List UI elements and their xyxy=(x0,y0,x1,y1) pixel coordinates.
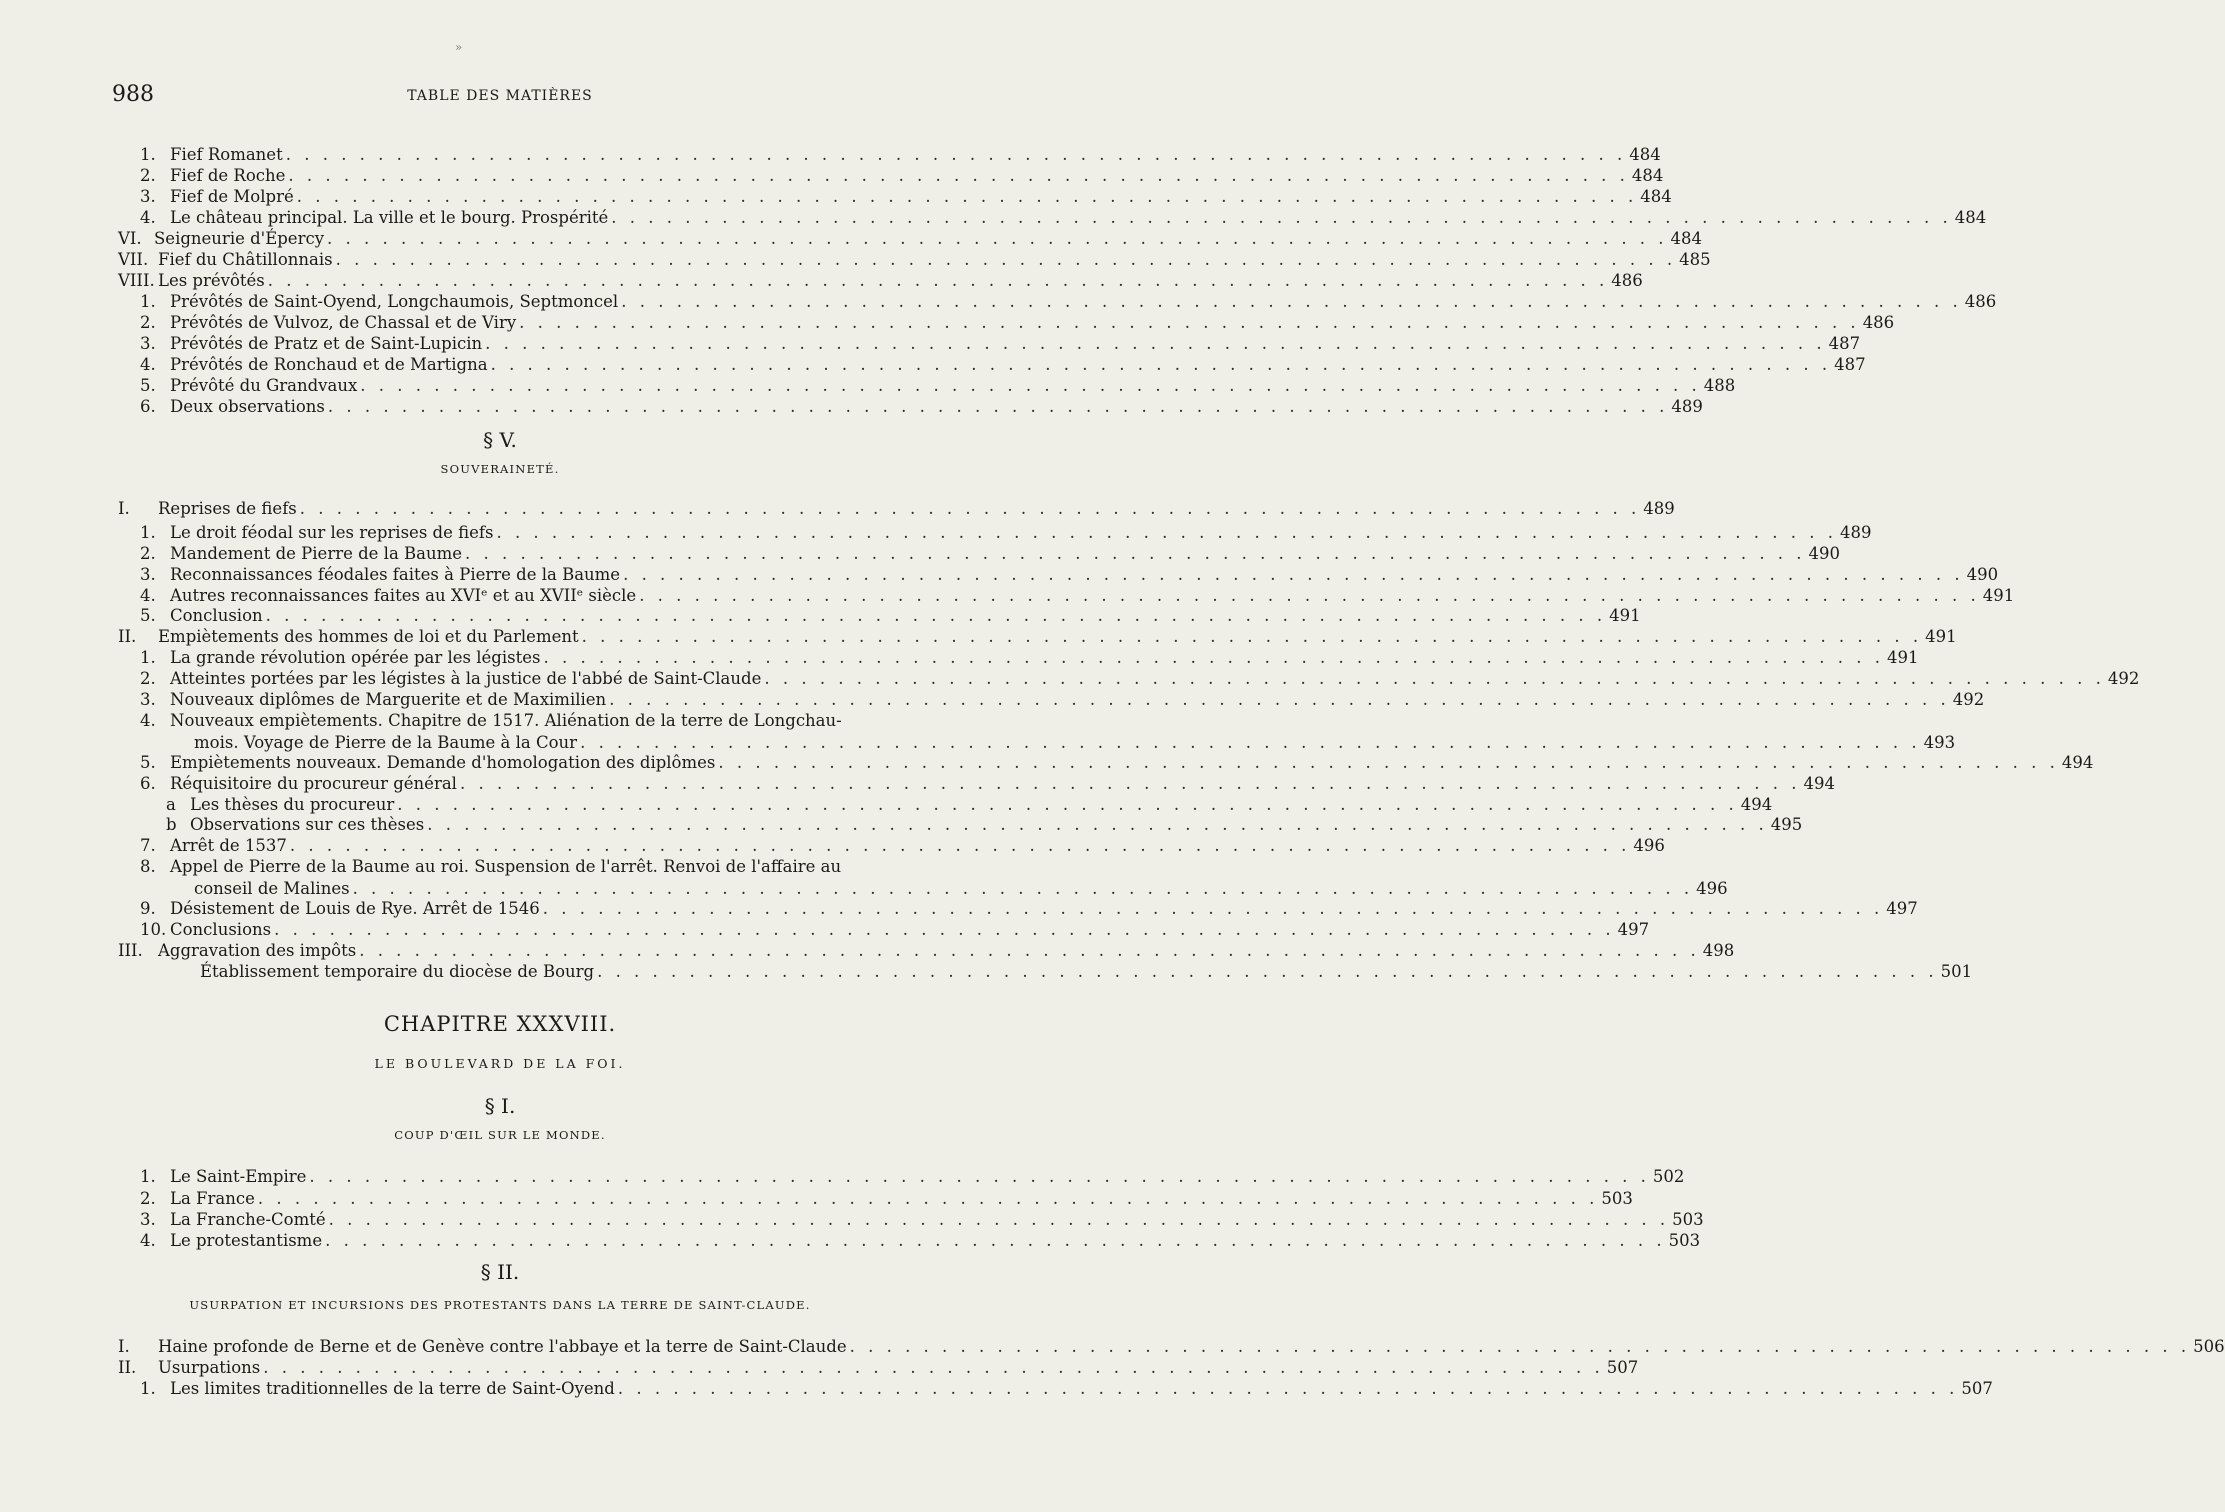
leader-dots: . . . . . . . . . . . . . . . . . . . . . . . . . . . . . . . . . . . . . . . . . . . . . . . . . . . . . . . . . . . . . . . . . . . . . . . . . xyxy=(274,920,1615,939)
leader-dots: . . . . . . . . . . . . . . . . . . . . . . . . . . . . . . . . . . . . . . . . . . . . . . . . . . . . . . . . . . . . . . . . . . . . . . . . . xyxy=(289,836,1631,855)
entry-page-number: 502 xyxy=(1652,1167,1685,1186)
leader-dots: . . . . . . . . . . . . . . . . . . . . . . . . . . . . . . . . . . . . . . . . . . . . . . . . . . . . . . . . . . . . . . . . . . . . . . . . . xyxy=(459,774,1801,793)
leader-dots: . . . . . . . . . . . . . . . . . . . . . . . . . . . . . . . . . . . . . . . . . . . . . . . . . . . . . . . . . . . . . . . . . . . . . . . . . xyxy=(611,208,1952,227)
entry-number: 4. xyxy=(140,586,156,605)
entry-title-line1: Appel de Pierre de la Baume au roi. Suspension de l'arrêt. Renvoi de l'affaire au xyxy=(170,857,842,876)
entry-number: 4. xyxy=(140,208,156,227)
entry-title: Prévôtés de Saint-Oyend, Longchaumois, Septmoncel xyxy=(170,292,619,311)
entry-page-number: 484 xyxy=(1670,229,1703,248)
entry-number: 5. xyxy=(140,753,156,772)
leader-dots: . . . . . . . . . . . . . . . . . . . . . . . . . . . . . . . . . . . . . . . . . . . . . . . . . . . . . . . . . . . . . . . . . . . . . . . . . xyxy=(263,1358,1604,1377)
leader-dots: . . . . . . . . . . . . . . . . . . . . . . . . . . . . . . . . . . . . . . . . . . . . . . . . . . . . . . . . . . . . . . . . . . . . . . . . . xyxy=(397,795,1738,814)
toc-entry xyxy=(140,898,1918,920)
entry-page-number: 503 xyxy=(1601,1189,1633,1208)
entry-page-number: 503 xyxy=(1672,1210,1704,1229)
entry-title: Reprises de fiefs xyxy=(158,499,297,518)
toc-entry xyxy=(140,689,1985,711)
entry-number: 5. xyxy=(140,376,156,395)
entry-page-number: 491 xyxy=(1886,648,1919,667)
toc-entry xyxy=(118,498,1675,520)
toc-entry xyxy=(140,919,1650,941)
leader-dots: . . . . . . . . . . . . . . . . . . . . . . . . . . . . . . . . . . . . . . . . . . . . . . . . . . . . . . . . . . . . . . . . . . . . . . . . . xyxy=(327,229,1668,248)
entry-number: 1. xyxy=(140,145,156,164)
leader-dots: . . . . . . . . . . . . . . . . . . . . . . . . . . . . . . . . . . . . . . . . . . . . . . . . . . . . . . . . . . . . . . . . . . . . . . . . . xyxy=(597,962,1938,981)
leader-dots: . . . . . . . . . . . . . . . . . . . . . . . . . . . . . . . . . . . . . . . . . . . . . . . . . . . . . . . . . . . . . . . . . . . . . . . . . xyxy=(427,815,1768,834)
entry-number: 3. xyxy=(140,565,156,584)
toc-entry xyxy=(140,961,1973,983)
toc-entry-multiline xyxy=(140,856,1728,900)
toc-entry xyxy=(166,814,1803,836)
entry-number: II. xyxy=(118,627,137,646)
entry-page-number: 491 xyxy=(1925,627,1957,646)
entry-page-number: 498 xyxy=(1702,941,1735,960)
leader-dots: . . . . . . . . . . . . . . . . . . . . . . . . . . . . . . . . . . . . . . . . . . . . . . . . . . . . . . . . . . . . . . . . . . . . . . . . . xyxy=(296,187,1638,206)
entry-title: Empiètements nouveaux. Demande d'homologation des diplômes xyxy=(170,753,716,772)
entry-title: Arrêt de 1537 xyxy=(170,836,287,855)
leader-dots: . . . . . . . . . . . . . . . . . . . . . . . . . . . . . . . . . . . . . . . . . . . . . . . . . . . . . . . . . . . . . . . . . . . . . . . . . xyxy=(465,544,1806,563)
entry-title-line2: mois. Voyage de Pierre de la Baume à la Cour xyxy=(194,733,578,752)
entry-number: 2. xyxy=(140,669,156,688)
entry-title: La Franche-Comté xyxy=(170,1210,326,1229)
entry-title-line2: conseil de Malines xyxy=(194,879,350,898)
toc-entry xyxy=(140,186,1672,208)
toc-entry xyxy=(140,312,1895,334)
entry-title: La grande révolution opérée par les légistes xyxy=(170,648,541,667)
toc-entry xyxy=(140,835,1665,857)
entry-title: Empiètements des hommes de loi et du Parlement xyxy=(158,627,579,646)
entry-number: 9. xyxy=(140,899,156,918)
entry-page-number: 496 xyxy=(1696,879,1728,898)
entry-number: I. xyxy=(118,499,130,518)
entry-title: Seigneurie d'Épercy xyxy=(154,229,325,248)
entry-title: Prévôté du Grandvaux xyxy=(170,376,358,395)
entry-title: Atteintes portées par les légistes à la justice de l'abbé de Saint-Claude xyxy=(170,669,762,688)
entry-page-number: 490 xyxy=(1808,544,1841,563)
leader-dots: . . . . . . . . . . . . . . . . . . . . . . . . . . . . . . . . . . . . . . . . . . . . . . . . . . . . . . . . . . . . . . . . . . . . . . . . . xyxy=(328,1210,1670,1229)
toc-entry xyxy=(140,1209,1704,1231)
entry-title: Les prévôtés xyxy=(158,271,265,290)
entry-number: 8. xyxy=(140,857,156,876)
entry-title: Le droit féodal sur les reprises de fiefs xyxy=(170,523,494,542)
entry-title: Les limites traditionnelles de la terre de Saint-Oyend xyxy=(170,1379,615,1398)
toc-entry xyxy=(166,794,1773,816)
entry-title: Le château principal. La ville et le bourg. Prospérité xyxy=(170,208,609,227)
leader-dots: . . . . . . . . . . . . . . . . . . . . . . . . . . . . . . . . . . . . . . . . . . . . . . . . . . . . . . . . . . . . . . . . . . . . . . . . . xyxy=(543,648,1884,667)
entry-page-number: 485 xyxy=(1679,250,1711,269)
entry-page-number: 486 xyxy=(1862,313,1895,332)
entry-page-number: 490 xyxy=(1966,565,1999,584)
toc-entry xyxy=(140,585,2015,607)
toc-entry-multiline xyxy=(140,710,1956,754)
toc-entry xyxy=(140,354,1866,376)
entry-title: Réquisitoire du procureur général xyxy=(170,774,457,793)
entry-page-number: 484 xyxy=(1631,166,1664,185)
toc-entry xyxy=(140,1188,1633,1210)
running-title: TABLE DES MATIÈRES xyxy=(407,88,593,104)
entry-title: Conclusions xyxy=(170,920,272,939)
entry-title-line2-row xyxy=(194,732,1956,754)
entry-title: Fief du Châtillonnais xyxy=(158,250,333,269)
entry-page-number: 507 xyxy=(1606,1358,1639,1377)
entry-page-number: 495 xyxy=(1770,815,1803,834)
entry-number: 1. xyxy=(140,1167,156,1186)
chapter-title: CHAPITRE XXXVIII. xyxy=(383,1012,617,1036)
entry-number: III. xyxy=(118,941,143,960)
entry-title: Nouveaux diplômes de Marguerite et de Maximilien xyxy=(170,690,607,709)
leader-dots: . . . . . . . . . . . . . . . . . . . . . . . . . . . . . . . . . . . . . . . . . . . . . . . . . . . . . . . . . . . . . . . . . . . . . . . . . xyxy=(609,690,1950,709)
entry-title: Usurpations xyxy=(158,1358,261,1377)
entry-number: 6. xyxy=(140,397,156,416)
entry-page-number: 497 xyxy=(1617,920,1650,939)
page-header xyxy=(0,40,1000,122)
entry-number: 2. xyxy=(140,313,156,332)
toc-entry xyxy=(140,396,1703,418)
leader-dots: . . . . . . . . . . . . . . . . . . . . . . . . . . . . . . . . . . . . . . . . . . . . . . . . . . . . . . . . . . . . . . . . . . . . . . . . . xyxy=(288,166,1629,185)
toc-entry xyxy=(140,333,1861,355)
entry-title: Prévôtés de Ronchaud et de Martigna xyxy=(170,355,488,374)
toc-entry xyxy=(140,375,1736,397)
entry-number: 4. xyxy=(140,1231,156,1250)
entry-page-number: 488 xyxy=(1703,376,1736,395)
entry-title: Établissement temporaire du diocèse de Bourg xyxy=(200,962,595,981)
section-ii-mark: § II. xyxy=(480,1260,520,1284)
section-v-subtitle: SOUVERAINETÉ. xyxy=(440,462,560,476)
entry-title: Autres reconnaissances faites au XVIᵉ et au XVIIᵉ siècle xyxy=(170,586,637,605)
entry-title: Le Saint-Empire xyxy=(170,1167,307,1186)
toc-entry xyxy=(140,752,2094,774)
leader-dots: . . . . . . . . . . . . . . . . . . . . . . . . . . . . . . . . . . . . . . . . . . . . . . . . . . . . . . . . . . . . . . . . . . . . . . . . . xyxy=(623,565,1964,584)
leader-dots: . . . . . . . . . . . . . . . . . . . . . . . . . . . . . . . . . . . . . . . . . . . . . . . . . . . . . . . . . . . . . . . . . . . . . . . . . xyxy=(519,313,1860,332)
entry-page-number: 489 xyxy=(1643,499,1675,518)
entry-title: Deux observations xyxy=(170,397,325,416)
entry-number: I. xyxy=(118,1337,130,1356)
entry-title: Haine profonde de Berne et de Genève contre l'abbaye et la terre de Saint-Claude xyxy=(158,1337,847,1356)
entry-number: VI. xyxy=(118,229,142,248)
toc-entry xyxy=(118,228,1703,250)
entry-page-number: 492 xyxy=(1952,690,1985,709)
leader-dots: . . . . . . . . . . . . . . . . . . . . . . . . . . . . . . . . . . . . . . . . . . . . . . . . . . . . . . . . . . . . . . . . . . . . . . . . . xyxy=(335,250,1677,269)
leader-dots: . . . . . . . . . . . . . . . . . . . . . . . . . . . . . . . . . . . . . . . . . . . . . . . . . . . . . . . . . . . . . . . . . . . . . . . . . xyxy=(621,292,1962,311)
leader-dots: . . . . . . . . . . . . . . . . . . . . . . . . . . . . . . . . . . . . . . . . . . . . . . . . . . . . . . . . . . . . . . . . . . . . . . . . . xyxy=(327,397,1669,416)
entry-number: b xyxy=(166,815,177,834)
entry-title-line1: Nouveaux empiètements. Chapitre de 1517. Aliénation de la terre de Longchau- xyxy=(170,711,842,730)
toc-entry xyxy=(140,207,1987,229)
entry-page-number: 506 xyxy=(2193,1337,2225,1356)
entry-number: 2. xyxy=(140,1189,156,1208)
leader-dots: . . . . . . . . . . . . . . . . . . . . . . . . . . . . . . . . . . . . . . . . . . . . . . . . . . . . . . . . . . . . . . . . . . . . . . . . . xyxy=(285,145,1627,164)
top-mark: » xyxy=(455,40,463,54)
leader-dots: . . . . . . . . . . . . . . . . . . . . . . . . . . . . . . . . . . . . . . . . . . . . . . . . . . . . . . . . . . . . . . . . . . . . . . . . . xyxy=(542,899,1884,918)
entry-title: Conclusion xyxy=(170,606,263,625)
page-number: 988 xyxy=(112,82,154,107)
entry-number: 1. xyxy=(140,1379,156,1398)
entry-title: Fief de Molpré xyxy=(170,187,294,206)
leader-dots: . . . . . . . . . . . . . . . . . . . . . . . . . . . . . . . . . . . . . . . . . . . . . . . . . . . . . . . . . . . . . . . . . . . . . . . . . xyxy=(617,1379,1959,1398)
toc-entry xyxy=(140,1230,1701,1252)
entry-page-number: 491 xyxy=(1982,586,2015,605)
entry-page-number: 491 xyxy=(1609,606,1641,625)
entry-title-line2-row xyxy=(194,878,1728,900)
toc-entry xyxy=(140,647,1919,669)
toc-entry xyxy=(140,605,1641,627)
toc-entry xyxy=(140,165,1664,187)
leader-dots: . . . . . . . . . . . . . . . . . . . . . . . . . . . . . . . . . . . . . . . . . . . . . . . . . . . . . . . . . . . . . . . . . . . . . . . . . xyxy=(639,586,1980,605)
entry-number: 3. xyxy=(140,187,156,206)
toc-entry xyxy=(140,773,1835,795)
entry-number: 7. xyxy=(140,836,156,855)
toc-entry xyxy=(140,1166,1685,1188)
entry-number: 5. xyxy=(140,606,156,625)
entry-title: Mandement de Pierre de la Baume xyxy=(170,544,463,563)
entry-page-number: 487 xyxy=(1834,355,1866,374)
entry-page-number: 494 xyxy=(2061,753,2094,772)
entry-page-number: 497 xyxy=(1886,899,1918,918)
entry-number: a xyxy=(166,795,176,814)
entry-title: Prévôtés de Vulvoz, de Chassal et de Viry xyxy=(170,313,517,332)
toc-entry xyxy=(118,626,1957,648)
entry-number: VIII. xyxy=(118,271,155,290)
leader-dots: . . . . . . . . . . . . . . . . . . . . . . . . . . . . . . . . . . . . . . . . . . . . . . . . . . . . . . . . . . . . . . . . . . . . . . . . . xyxy=(849,1337,2191,1356)
entry-number: 3. xyxy=(140,334,156,353)
entry-page-number: 486 xyxy=(1964,292,1997,311)
entry-page-number: 507 xyxy=(1961,1379,1993,1398)
entry-page-number: 503 xyxy=(1668,1231,1701,1250)
toc-entry xyxy=(140,543,1841,565)
entry-number: II. xyxy=(118,1358,137,1377)
entry-number: 1. xyxy=(140,648,156,667)
leader-dots: . . . . . . . . . . . . . . . . . . . . . . . . . . . . . . . . . . . . . . . . . . . . . . . . . . . . . . . . . . . . . . . . . . . . . . . . . xyxy=(485,334,1826,353)
toc-entry xyxy=(118,249,1711,271)
entry-number: 1. xyxy=(140,523,156,542)
entry-page-number: 494 xyxy=(1803,774,1835,793)
entry-number: 1. xyxy=(140,292,156,311)
toc-entry xyxy=(140,564,1999,586)
toc-entry xyxy=(118,940,1735,962)
entry-title: Aggravation des impôts xyxy=(158,941,357,960)
section-i-subtitle: COUP D'ŒIL SUR LE MONDE. xyxy=(394,1128,606,1142)
entry-title: Observations sur ces thèses xyxy=(190,815,425,834)
leader-dots: . . . . . . . . . . . . . . . . . . . . . . . . . . . . . . . . . . . . . . . . . . . . . . . . . . . . . . . . . . . . . . . . . . . . . . . . . xyxy=(265,606,1607,625)
entry-title: Le protestantisme xyxy=(170,1231,323,1250)
entry-page-number: 496 xyxy=(1633,836,1665,855)
toc-entry xyxy=(118,1357,1639,1379)
leader-dots: . . . . . . . . . . . . . . . . . . . . . . . . . . . . . . . . . . . . . . . . . . . . . . . . . . . . . . . . . . . . . . . . . . . . . . . . . xyxy=(718,753,2059,772)
entry-page-number: 489 xyxy=(1839,523,1872,542)
leader-dots: . . . . . . . . . . . . . . . . . . . . . . . . . . . . . . . . . . . . . . . . . . . . . . . . . . . . . . . . . . . . . . . . . . . . . . . . . xyxy=(257,1189,1599,1208)
leader-dots: . . . . . . . . . . . . . . . . . . . . . . . . . . . . . . . . . . . . . . . . . . . . . . . . . . . . . . . . . . . . . . . . . . . . . . . . . xyxy=(325,1231,1666,1250)
entry-page-number: 489 xyxy=(1671,397,1703,416)
leader-dots: . . . . . . . . . . . . . . . . . . . . . . . . . . . . . . . . . . . . . . . . . . . . . . . . . . . . . . . . . . . . . . . . . . . . . . . . . xyxy=(764,669,2105,688)
leader-dots: . . . . . . . . . . . . . . . . . . . . . . . . . . . . . . . . . . . . . . . . . . . . . . . . . . . . . . . . . . . . . . . . . . . . . . . . . xyxy=(267,271,1609,290)
leader-dots: . . . . . . . . . . . . . . . . . . . . . . . . . . . . . . . . . . . . . . . . . . . . . . . . . . . . . . . . . . . . . . . . . . . . . . . . . xyxy=(359,941,1700,960)
toc-entry xyxy=(118,270,1643,292)
entry-page-number: 484 xyxy=(1629,145,1661,164)
section-i-mark: § I. xyxy=(484,1094,516,1118)
entry-title: Les thèses du procureur xyxy=(190,795,395,814)
leader-dots: . . . . . . . . . . . . . . . . . . . . . . . . . . . . . . . . . . . . . . . . . . . . . . . . . . . . . . . . . . . . . . . . . . . . . . . . . xyxy=(581,627,1923,646)
entry-page-number: 487 xyxy=(1828,334,1861,353)
section-v-mark: § V. xyxy=(483,428,517,452)
toc-entry xyxy=(140,291,1997,313)
toc-entry xyxy=(118,1336,2225,1358)
leader-dots: . . . . . . . . . . . . . . . . . . . . . . . . . . . . . . . . . . . . . . . . . . . . . . . . . . . . . . . . . . . . . . . . . . . . . . . . . xyxy=(352,879,1694,898)
leader-dots: . . . . . . . . . . . . . . . . . . . . . . . . . . . . . . . . . . . . . . . . . . . . . . . . . . . . . . . . . . . . . . . . . . . . . . . . . xyxy=(580,733,1921,752)
toc-entry xyxy=(140,1378,1993,1400)
entry-page-number: 494 xyxy=(1740,795,1773,814)
entry-page-number: 484 xyxy=(1954,208,1987,227)
entry-number: 2. xyxy=(140,544,156,563)
leader-dots: . . . . . . . . . . . . . . . . . . . . . . . . . . . . . . . . . . . . . . . . . . . . . . . . . . . . . . . . . . . . . . . . . . . . . . . . . xyxy=(309,1167,1650,1186)
entry-title: Prévôtés de Pratz et de Saint-Lupicin xyxy=(170,334,483,353)
entry-title: La France xyxy=(170,1189,255,1208)
entry-number: 3. xyxy=(140,690,156,709)
entry-number: 3. xyxy=(140,1210,156,1229)
toc-entry xyxy=(140,668,2140,690)
toc-entry xyxy=(140,522,1872,544)
entry-page-number: 492 xyxy=(2107,669,2140,688)
entry-page-number: 493 xyxy=(1923,733,1956,752)
entry-number: 2. xyxy=(140,166,156,185)
entry-number: 4. xyxy=(140,355,156,374)
entry-title: Reconnaissances féodales faites à Pierre de la Baume xyxy=(170,565,621,584)
entry-number: 6. xyxy=(140,774,156,793)
entry-number: VII. xyxy=(118,250,149,269)
entry-number: 4. xyxy=(140,711,156,730)
entry-title: Fief Romanet xyxy=(170,145,283,164)
leader-dots: . . . . . . . . . . . . . . . . . . . . . . . . . . . . . . . . . . . . . . . . . . . . . . . . . . . . . . . . . . . . . . . . . . . . . . . . . xyxy=(496,523,1837,542)
entry-title: Fief de Roche xyxy=(170,166,286,185)
leader-dots: . . . . . . . . . . . . . . . . . . . . . . . . . . . . . . . . . . . . . . . . . . . . . . . . . . . . . . . . . . . . . . . . . . . . . . . . . xyxy=(490,355,1832,374)
entry-number: 10. xyxy=(140,920,167,939)
entry-title: Désistement de Louis de Rye. Arrêt de 1546 xyxy=(170,899,540,918)
leader-dots: . . . . . . . . . . . . . . . . . . . . . . . . . . . . . . . . . . . . . . . . . . . . . . . . . . . . . . . . . . . . . . . . . . . . . . . . . xyxy=(360,376,1701,395)
entry-page-number: 501 xyxy=(1940,962,1973,981)
entry-page-number: 486 xyxy=(1611,271,1643,290)
chapter-subtitle: LE BOULEVARD DE LA FOI. xyxy=(374,1056,626,1071)
section-ii-subtitle: USURPATION ET INCURSIONS DES PROTESTANTS DANS LA TERRE DE SAINT-CLAUDE. xyxy=(189,1298,811,1312)
entry-page-number: 484 xyxy=(1640,187,1672,206)
toc-entry xyxy=(140,144,1661,166)
leader-dots: . . . . . . . . . . . . . . . . . . . . . . . . . . . . . . . . . . . . . . . . . . . . . . . . . . . . . . . . . . . . . . . . . . . . . . . . . xyxy=(299,499,1641,518)
